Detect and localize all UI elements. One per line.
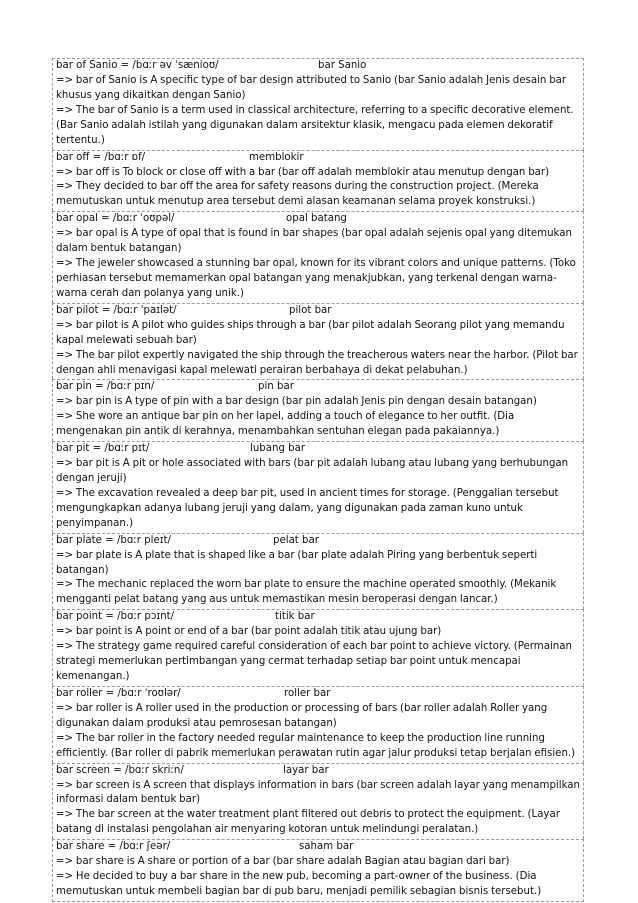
entry-definition: => bar of Sanio is A specific type of bar design attributed to Sanio (bar Sanio adalah Jenis desain bar khusus yang dikaitkan dengan Sanio) — [56, 74, 581, 104]
entry-term: bar pin = /bɑːr pɪn/ — [56, 381, 155, 393]
entry-definition: => bar pilot is A pilot who guides ships through a bar (bar pilot adalah Seorang pilot yang memandu kapal melewati sebuah bar) — [56, 319, 581, 349]
entry-term: bar of Sanio = /bɑːr əv ˈsænioʊ/ — [56, 60, 219, 71]
entry-example: => The jeweler showcased a stunning bar opal, known for its vibrant colors and unique patterns. (Toko perhiasan tersebut memamerkan opal batangan yang menakjubkan, yang terkenal dengan warna-warna cerah dan polanya yang unik.) — [56, 257, 581, 302]
entry-header — [56, 764, 581, 779]
entry-term: bar off = /bɑːr ɒf/ — [56, 151, 146, 163]
entry-definition: => bar share is A share or portion of a bar (bar share adalah Bagian atau bagian dari bar) — [56, 855, 581, 870]
entry-translation: memblokir — [249, 151, 304, 163]
entry-translation: layar bar — [283, 764, 329, 776]
entry-header — [56, 840, 581, 855]
entry-definition: => bar opal is A type of opal that is found in bar shapes (bar opal adalah sejenis opal yang ditemukan dalam bentuk batangan) — [56, 227, 581, 257]
entry-header — [56, 59, 581, 74]
entry-bar-of-sanio — [52, 58, 584, 150]
entry-header — [56, 380, 581, 395]
entry-term: bar pilot = /bɑːr ˈpaɪlət/ — [56, 304, 177, 316]
entry-translation: saham bar — [299, 841, 354, 853]
entry-definition: => bar screen is A screen that displays information in bars (bar screen adalah layar yang menampilkan informasi dalam bentuk bar) — [56, 779, 581, 809]
entry-term: bar opal = /bɑːr ˈoʊpəl/ — [56, 213, 175, 225]
entry-definition: => bar off is To block or close off with a bar (bar off adalah memblokir atau menutup dengan bar) — [56, 166, 581, 181]
entry-header — [56, 304, 581, 319]
vocabulary-list — [52, 58, 584, 902]
entry-term: bar point = /bɑːr pɔɪnt/ — [56, 611, 175, 623]
entry-header — [56, 442, 581, 457]
entry-example: => The bar screen at the water treatment plant filtered out debris to protect the equipment. (Layar batang di instalasi pengolahan air menyaring kotoran untuk melindungi peralatan.) — [56, 808, 581, 838]
entry-bar-pin — [52, 379, 584, 441]
entry-header — [56, 212, 581, 227]
entry-bar-screen — [52, 763, 584, 840]
entry-example: => The bar of Sanio is a term used in classical architecture, referring to a specific decorative element. (Bar Sanio adalah istilah yang digunakan dalam arsitektur klasik, mengacu pada elemen dekoratif tertentu.) — [56, 104, 581, 149]
entry-definition: => bar pin is A type of pin with a bar design (bar pin adalah Jenis pin dengan desain batangan) — [56, 395, 581, 410]
entry-bar-off — [52, 150, 584, 212]
entry-example: => She wore an antique bar pin on her lapel, adding a touch of elegance to her outfit. (Dia mengenakan pin antik di kerahnya, menambahkan sentuhan elegan pada pakaiannya.) — [56, 410, 581, 440]
entry-definition: => bar plate is A plate that is shaped like a bar (bar plate adalah Piring yang berbentuk seperti batangan) — [56, 549, 581, 579]
entry-translation: pilot bar — [289, 304, 332, 316]
entry-bar-point — [52, 609, 584, 686]
entry-bar-share — [52, 839, 584, 902]
entry-header — [56, 610, 581, 625]
entry-translation: pelat bar — [273, 534, 319, 546]
entry-bar-plate — [52, 533, 584, 610]
entry-term: bar roller = /bɑːr ˈroʊlər/ — [56, 687, 181, 699]
entry-example: => The mechanic replaced the worn bar plate to ensure the machine operated smoothly. (Mekanik mengganti pelat batang yang aus untuk memastikan mesin beroperasi dengan lancar.) — [56, 578, 581, 608]
entry-translation: titik bar — [275, 611, 315, 623]
entry-bar-opal — [52, 211, 584, 303]
entry-bar-roller — [52, 686, 584, 763]
entry-definition: => bar pit is A pit or hole associated with bars (bar pit adalah lubang atau lubang yang berhubungan dengan jeruji) — [56, 457, 581, 487]
entry-term: bar pit = /bɑːr pɪt/ — [56, 443, 150, 455]
entry-bar-pilot — [52, 303, 584, 380]
entry-example: => The bar roller in the factory needed regular maintenance to keep the production line running efficiently. (Bar roller di pabrik memerlukan perawatan rutin agar jalur produksi tetap berjalan efisien.) — [56, 732, 581, 762]
entry-header — [56, 151, 581, 166]
entry-translation: lubang bar — [250, 443, 306, 455]
entry-translation: bar Sanio — [318, 60, 367, 71]
entry-example: => The bar pilot expertly navigated the ship through the treacherous waters near the harbor. (Pilot bar dengan ahli menavigasi kapal melewati perairan berbahaya di dekat pelabuhan.) — [56, 349, 581, 379]
entry-example: => They decided to bar off the area for safety reasons during the construction project. (Mereka memutuskan untuk menutup area tersebut demi alasan keamanan selama proyek konstruksi.) — [56, 180, 581, 210]
entry-translation: opal batang — [286, 213, 347, 225]
entry-header — [56, 534, 581, 549]
entry-term: bar share = /bɑːr ʃeər/ — [56, 841, 171, 853]
entry-translation: roller bar — [284, 687, 331, 699]
entry-bar-pit — [52, 441, 584, 533]
entry-header — [56, 687, 581, 702]
entry-translation: pin bar — [258, 381, 294, 393]
entry-term: bar plate = /bɑːr pleɪt/ — [56, 534, 171, 546]
entry-term: bar screen = /bɑːr skriːn/ — [56, 764, 184, 776]
entry-example: => He decided to buy a bar share in the new pub, becoming a part-owner of the business. (Dia memutuskan untuk membeli bagian bar di pub baru, menjadi pemilik sebagian bisnis tersebut.) — [56, 870, 581, 900]
entry-definition: => bar point is A point or end of a bar (bar point adalah titik atau ujung bar) — [56, 625, 581, 640]
entry-example: => The excavation revealed a deep bar pit, used in ancient times for storage. (Penggalian tersebut mengungkapkan adanya lubang jeruji yang dalam, yang digunakan pada zaman kuno untuk penyimpanan.) — [56, 487, 581, 532]
entry-definition: => bar roller is A roller used in the production or processing of bars (bar roller adalah Roller yang digunakan dalam produksi atau pemrosesan batangan) — [56, 702, 581, 732]
entry-example: => The strategy game required careful consideration of each bar point to achieve victory. (Permainan strategi memerlukan pertimbangan yang cermat terhadap setiap bar point untuk mencapai kemenangan.) — [56, 640, 581, 685]
